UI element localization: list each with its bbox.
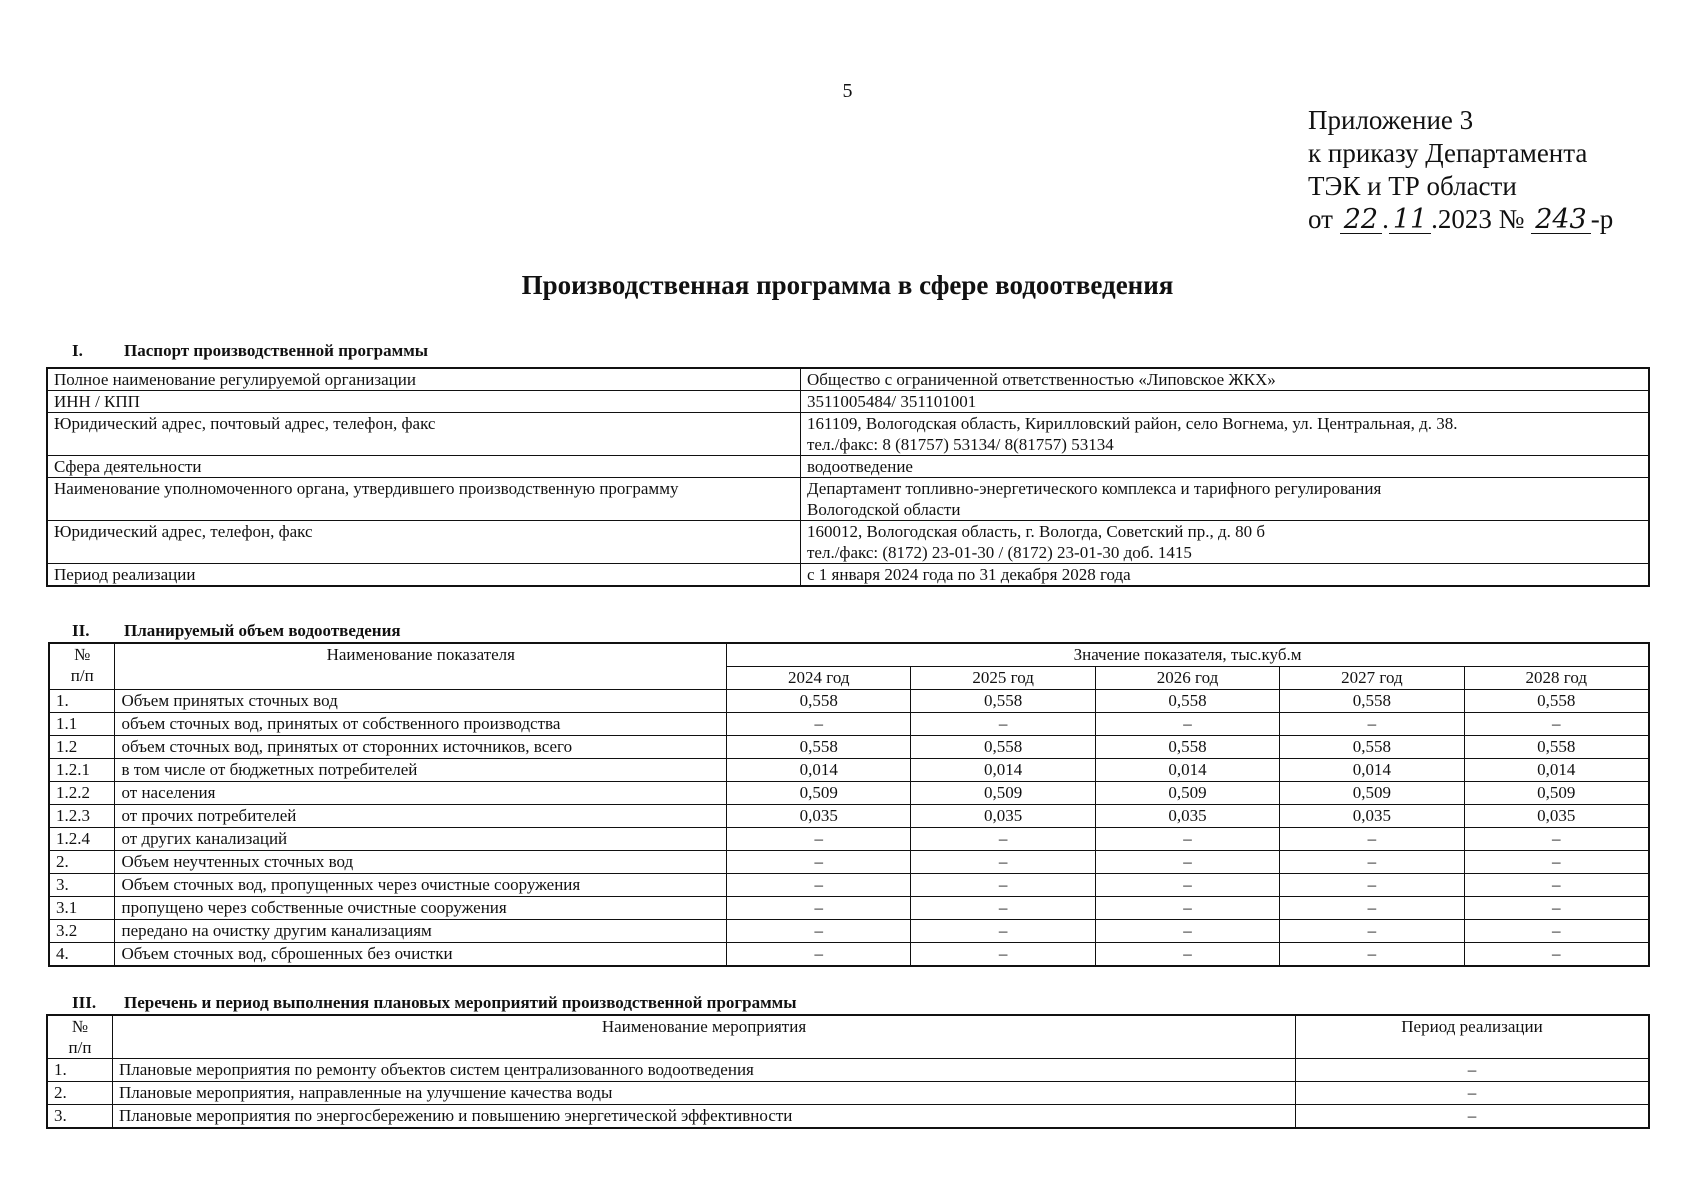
indicator-value: – xyxy=(911,828,1095,851)
indicator-value: 0,509 xyxy=(1464,782,1649,805)
indicator-value: – xyxy=(1280,920,1464,943)
indicator-name: Объем сточных вод, сброшенных без очистки xyxy=(115,943,727,967)
passport-row xyxy=(47,368,1649,391)
row-number: 1.1 xyxy=(49,713,115,736)
passport-value xyxy=(801,368,1650,391)
section-3-title: Перечень и период выполнения плановых мероприятий производственной программы xyxy=(124,993,797,1012)
indicator-value: – xyxy=(1095,874,1279,897)
indicator-name: в том числе от бюджетных потребителей xyxy=(115,759,727,782)
indicator-value: – xyxy=(727,943,911,967)
measures-header-row xyxy=(47,1015,1649,1059)
appendix-line-3: ТЭК и ТР области xyxy=(1308,171,1517,201)
order-year: .2023 № xyxy=(1431,204,1525,234)
passport-value-line: водоотведение xyxy=(807,457,913,476)
indicator-value: 0,558 xyxy=(727,736,911,759)
passport-key: Полное наименование регулируемой организации xyxy=(47,368,801,391)
table-row xyxy=(49,851,1649,874)
passport-table xyxy=(46,367,1650,587)
table-row xyxy=(49,943,1649,967)
indicator-name: Объем неучтенных сточных вод xyxy=(115,851,727,874)
indicator-value: – xyxy=(1280,828,1464,851)
indicator-value: – xyxy=(1280,713,1464,736)
indicator-value: – xyxy=(1464,920,1649,943)
indicator-value: 0,558 xyxy=(1095,736,1279,759)
indicator-name: Объем сточных вод, пропущенных через очистные сооружения xyxy=(115,874,727,897)
section-2-number: II. xyxy=(72,621,90,640)
appendix-order-line: от 22 . 11 .2023 № 243 -р xyxy=(1308,204,1614,235)
table-row xyxy=(47,1105,1649,1129)
appendix-block xyxy=(1308,104,1613,236)
indicator-value: 0,558 xyxy=(1280,736,1464,759)
indicator-value: – xyxy=(727,897,911,920)
passport-value-line: 161109, Вологодская область, Кирилловский район, село Вогнема, ул. Центральная, д. 38. xyxy=(807,414,1458,433)
indicator-name: от других канализаций xyxy=(115,828,727,851)
indicator-value: – xyxy=(1464,874,1649,897)
indicator-value: – xyxy=(1280,897,1464,920)
col-number-header-line-1: № xyxy=(74,645,91,664)
row-number: 2. xyxy=(47,1082,113,1105)
indicator-value: 0,558 xyxy=(1280,690,1464,713)
indicator-value: 0,558 xyxy=(1464,736,1649,759)
passport-value xyxy=(801,564,1650,587)
table-row xyxy=(49,897,1649,920)
col-number-header xyxy=(49,643,115,690)
indicator-value: – xyxy=(911,897,1095,920)
passport-row xyxy=(47,456,1649,478)
table-row xyxy=(49,920,1649,943)
row-number: 1.2.3 xyxy=(49,805,115,828)
measures-col-name-header: Наименование мероприятия xyxy=(113,1015,1296,1059)
indicator-value: 0,035 xyxy=(1095,805,1279,828)
passport-value-line: 3511005484/ 351101001 xyxy=(807,392,977,411)
row-number: 1.2.4 xyxy=(49,828,115,851)
row-number: 1. xyxy=(47,1059,113,1082)
indicator-value: – xyxy=(911,920,1095,943)
appendix-line-1: Приложение 3 xyxy=(1308,105,1474,135)
indicator-value: – xyxy=(911,943,1095,967)
passport-value-line: 160012, Вологодская область, г. Вологда, Советский пр., д. 80 б xyxy=(807,522,1266,541)
indicator-value: 0,035 xyxy=(727,805,911,828)
indicator-value: – xyxy=(727,828,911,851)
passport-key: Юридический адрес, почтовый адрес, телефон, факс xyxy=(47,413,801,456)
passport-row xyxy=(47,391,1649,413)
table-row xyxy=(49,805,1649,828)
volumes-header-row xyxy=(49,643,1649,667)
row-number: 1.2.2 xyxy=(49,782,115,805)
measure-name: Плановые мероприятия по энергосбережению и повышению энергетической эффективности xyxy=(113,1105,1296,1129)
document-title: Производственная программа в сфере водоотведения xyxy=(521,270,1174,300)
indicator-value: – xyxy=(727,874,911,897)
indicator-value: 0,509 xyxy=(1095,782,1279,805)
table-row xyxy=(49,828,1649,851)
section-2-title: Планируемый объем водоотведения xyxy=(124,621,401,640)
passport-value-line: с 1 января 2024 года по 31 декабря 2028 года xyxy=(807,565,1131,584)
table-row xyxy=(49,736,1649,759)
passport-value xyxy=(801,413,1650,456)
indicator-value: – xyxy=(1095,943,1279,967)
passport-key: Сфера деятельности xyxy=(47,456,801,478)
year-header: 2028 год xyxy=(1464,667,1649,690)
col-number-header-line-2: п/п xyxy=(70,666,94,685)
passport-key: ИНН / КПП xyxy=(47,391,801,413)
col-values-header: Значение показателя, тыс.куб.м xyxy=(727,643,1649,667)
indicator-value: 0,558 xyxy=(1464,690,1649,713)
passport-row xyxy=(47,521,1649,564)
passport-key: Период реализации xyxy=(47,564,801,587)
year-header: 2027 год xyxy=(1280,667,1464,690)
passport-key: Юридический адрес, телефон, факс xyxy=(47,521,801,564)
indicator-value: 0,558 xyxy=(727,690,911,713)
measures-col-number-line-2: п/п xyxy=(68,1038,92,1057)
passport-value-line: тел./факс: 8 (81757) 53134/ 8(81757) 53134 xyxy=(807,435,1114,454)
indicator-value: 0,014 xyxy=(727,759,911,782)
measure-name: Плановые мероприятия, направленные на улучшение качества воды xyxy=(113,1082,1296,1105)
indicator-value: – xyxy=(1095,828,1279,851)
indicator-value: – xyxy=(911,851,1095,874)
indicator-value: – xyxy=(911,713,1095,736)
indicator-value: – xyxy=(727,920,911,943)
indicator-name: пропущено через собственные очистные сооружения xyxy=(115,897,727,920)
handwritten-month: 11 xyxy=(1389,207,1431,234)
measure-period: – xyxy=(1296,1105,1650,1129)
passport-value-line: Вологодской области xyxy=(807,500,961,519)
table-row xyxy=(47,1082,1649,1105)
indicator-value: 0,014 xyxy=(1280,759,1464,782)
row-number: 3.1 xyxy=(49,897,115,920)
passport-value xyxy=(801,478,1650,521)
row-number: 3. xyxy=(47,1105,113,1129)
row-number: 2. xyxy=(49,851,115,874)
indicator-name: от прочих потребителей xyxy=(115,805,727,828)
table-row xyxy=(49,713,1649,736)
year-header: 2024 год xyxy=(727,667,911,690)
passport-value xyxy=(801,456,1650,478)
passport-value xyxy=(801,521,1650,564)
table-row xyxy=(49,782,1649,805)
passport-value-line: тел./факс: (8172) 23-01-30 / (8172) 23-01-30 доб. 1415 xyxy=(807,543,1192,562)
row-number: 3.2 xyxy=(49,920,115,943)
passport-row xyxy=(47,413,1649,456)
indicator-name: объем сточных вод, принятых от собственного производства xyxy=(115,713,727,736)
indicator-value: 0,014 xyxy=(1464,759,1649,782)
measures-table xyxy=(46,1014,1650,1129)
section-1-number: I. xyxy=(72,341,83,360)
indicator-value: – xyxy=(1280,874,1464,897)
measure-period: – xyxy=(1296,1082,1650,1105)
row-number: 1.2.1 xyxy=(49,759,115,782)
row-number: 3. xyxy=(49,874,115,897)
indicator-value: – xyxy=(1280,851,1464,874)
indicator-value: 0,035 xyxy=(1464,805,1649,828)
table-row xyxy=(47,1059,1649,1082)
indicator-name: от населения xyxy=(115,782,727,805)
row-number: 1. xyxy=(49,690,115,713)
indicator-name: объем сточных вод, принятых от сторонних источников, всего xyxy=(115,736,727,759)
measures-col-period-header: Период реализации xyxy=(1296,1015,1650,1059)
indicator-value: – xyxy=(911,874,1095,897)
indicator-value: – xyxy=(1095,851,1279,874)
row-number: 1.2 xyxy=(49,736,115,759)
indicator-value: 0,509 xyxy=(727,782,911,805)
handwritten-day: 22 xyxy=(1340,207,1382,234)
handwritten-order-number: 243 xyxy=(1531,207,1591,234)
passport-value xyxy=(801,391,1650,413)
page-number: 5 xyxy=(842,80,853,102)
indicator-value: 0,035 xyxy=(911,805,1095,828)
indicator-value: – xyxy=(1464,943,1649,967)
row-number: 4. xyxy=(49,943,115,967)
indicator-value: 0,509 xyxy=(911,782,1095,805)
passport-value-line: Общество с ограниченной ответственностью «Липовское ЖКХ» xyxy=(807,370,1276,389)
passport-value-line: Департамент топливно-энергетического комплекса и тарифного регулирования xyxy=(807,479,1382,498)
passport-key: Наименование уполномоченного органа, утвердившего производственную программу xyxy=(47,478,801,521)
order-suffix: -р xyxy=(1590,204,1614,234)
indicator-value: 0,558 xyxy=(911,690,1095,713)
appendix-line-2: к приказу Департамента xyxy=(1308,138,1588,168)
date-prefix: от xyxy=(1308,204,1333,234)
indicator-name: Объем принятых сточных вод xyxy=(115,690,727,713)
indicator-value: 0,014 xyxy=(1095,759,1279,782)
measures-col-number-header xyxy=(47,1015,113,1059)
measure-name: Плановые мероприятия по ремонту объектов систем централизованного водоотведения xyxy=(113,1059,1296,1082)
col-name-header: Наименование показателя xyxy=(115,643,727,690)
indicator-value: 0,509 xyxy=(1280,782,1464,805)
indicator-value: 0,558 xyxy=(911,736,1095,759)
indicator-value: – xyxy=(1464,897,1649,920)
volumes-table xyxy=(48,642,1650,967)
section-2-heading xyxy=(72,621,401,641)
year-header: 2026 год xyxy=(1095,667,1279,690)
indicator-value: – xyxy=(1095,897,1279,920)
indicator-value: – xyxy=(1464,713,1649,736)
section-3-heading xyxy=(72,993,797,1013)
indicator-value: 0,558 xyxy=(1095,690,1279,713)
indicator-value: – xyxy=(727,713,911,736)
indicator-value: – xyxy=(1280,943,1464,967)
indicator-value: 0,014 xyxy=(911,759,1095,782)
section-1-title: Паспорт производственной программы xyxy=(124,341,429,360)
section-3-number: III. xyxy=(72,993,97,1012)
indicator-value: 0,035 xyxy=(1280,805,1464,828)
year-header: 2025 год xyxy=(911,667,1095,690)
indicator-value: – xyxy=(727,851,911,874)
table-row xyxy=(49,874,1649,897)
indicator-value: – xyxy=(1464,828,1649,851)
indicator-name: передано на очистку другим канализациям xyxy=(115,920,727,943)
measures-col-number-line-1: № xyxy=(71,1017,89,1036)
section-1-heading xyxy=(72,341,428,361)
measure-period: – xyxy=(1296,1059,1650,1082)
indicator-value: – xyxy=(1464,851,1649,874)
table-row xyxy=(49,759,1649,782)
indicator-value: – xyxy=(1095,920,1279,943)
passport-row xyxy=(47,478,1649,521)
indicator-value: – xyxy=(1095,713,1279,736)
table-row xyxy=(49,690,1649,713)
passport-row xyxy=(47,564,1649,587)
